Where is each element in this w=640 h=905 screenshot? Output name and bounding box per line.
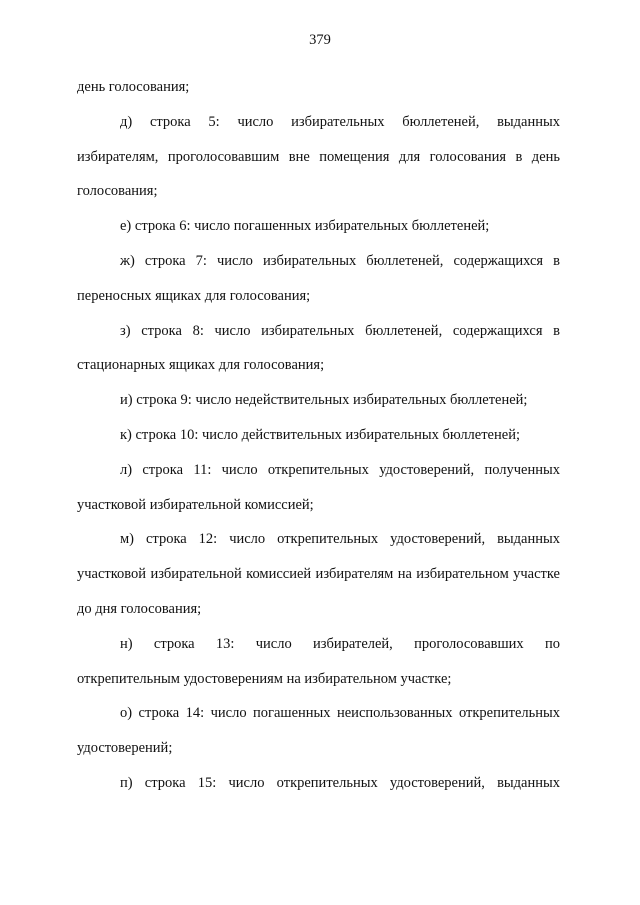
paragraph-item-d: д) строка 5: число избирательных бюллетеней, выданных избирателям, проголосовавшим вне помещения для голосования в день голосования;	[77, 113, 560, 200]
paragraph-item-n: н) строка 13: число избирателей, проголосовавших по открепительным удостоверениям на избирательном участке;	[77, 635, 560, 687]
paragraph-item-e: е) строка 6: число погашенных избирательных бюллетеней;	[120, 218, 490, 235]
paragraph-item-zh: ж) строка 7: число избирательных бюллетеней, содержащихся в переносных ящиках для голосования;	[77, 252, 560, 304]
paragraph-item-k: к) строка 10: число действительных избирательных бюллетеней;	[120, 426, 520, 443]
paragraph-item-z: з) строка 8: число избирательных бюллетеней, содержащихся в стационарных ящиках для голосования;	[77, 322, 560, 374]
paragraph-continuation: день голосования;	[77, 79, 190, 95]
paragraph-item-o: о) строка 14: число погашенных неиспользованных открепительных удостоверений;	[77, 705, 560, 757]
page-number: 379	[309, 32, 331, 48]
paragraph-item-m: м) строка 12: число открепительных удостоверений, выданных участковой избирательной комиссией избирателям на избирательном участке до дня голосования;	[77, 531, 560, 617]
page-body	[77, 70, 560, 801]
paragraph-item-p: п) строка 15: число открепительных удостоверений, выданных	[120, 774, 560, 791]
paragraph-item-i: и) строка 9: число недействительных избирательных бюллетеней;	[120, 392, 528, 409]
paragraph-item-l: л) строка 11: число открепительных удостоверений, полученных участковой избирательной комиссией;	[77, 461, 560, 513]
